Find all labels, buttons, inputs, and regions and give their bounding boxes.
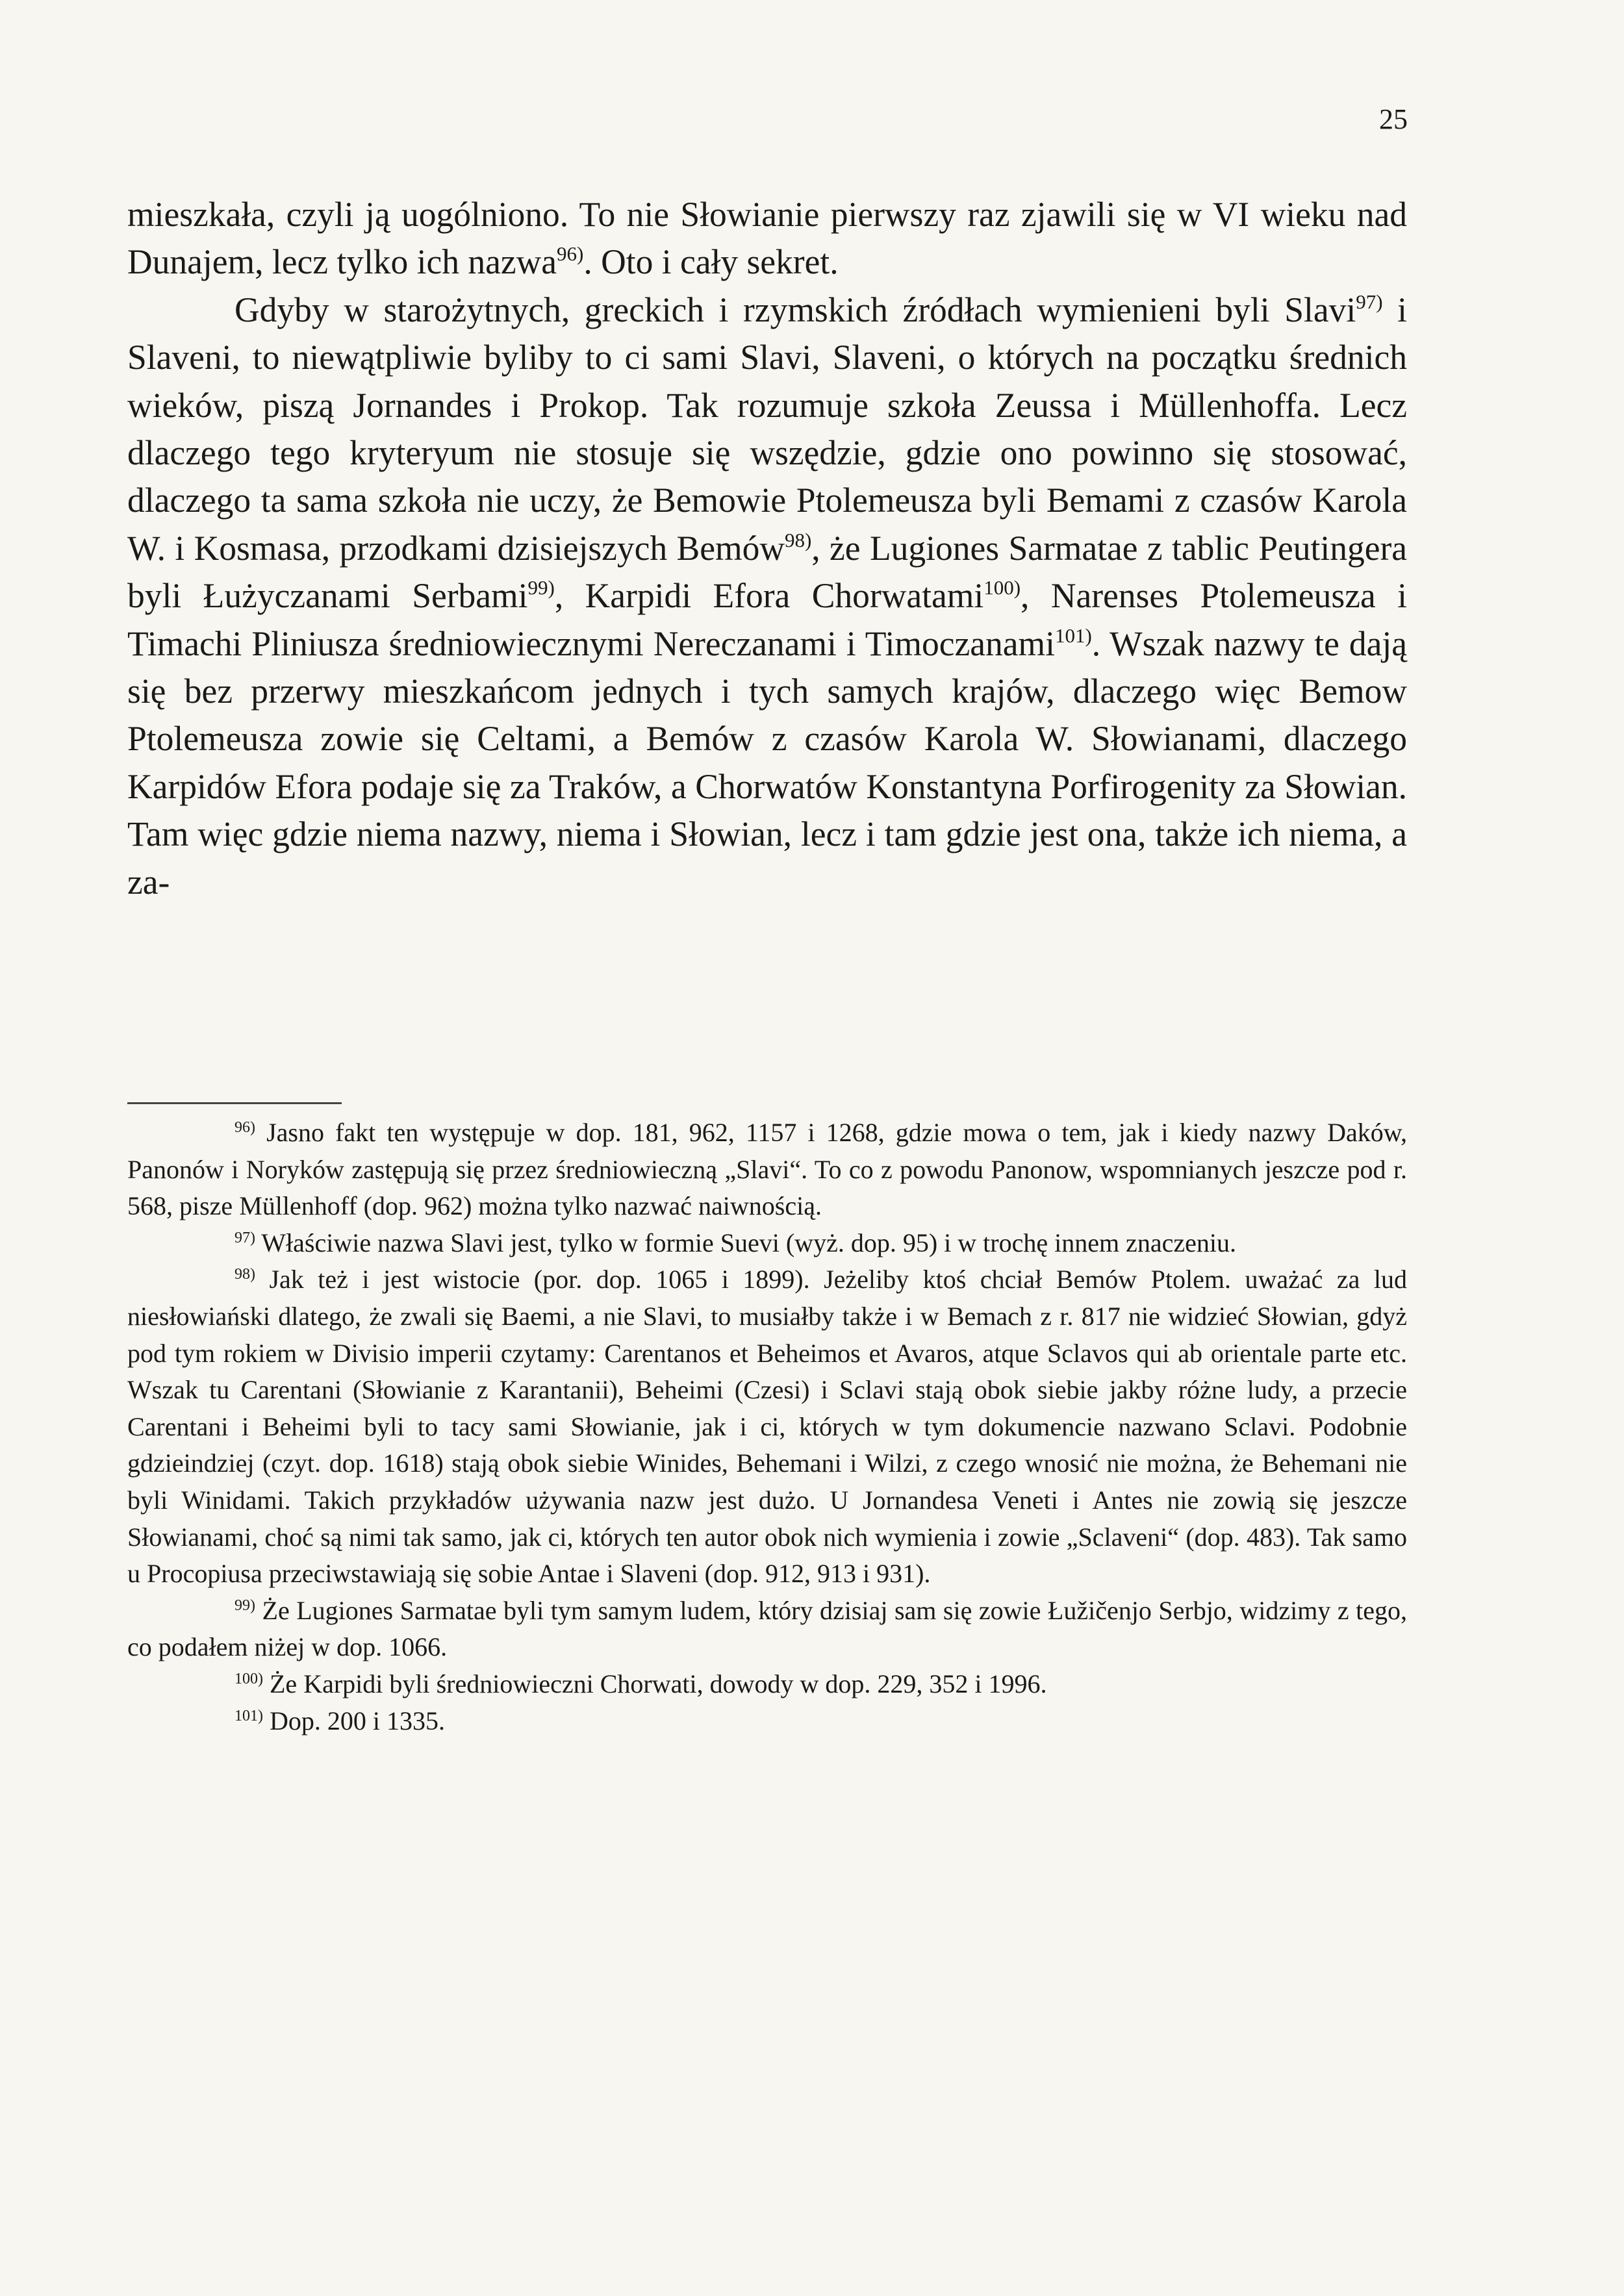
paragraph [127, 191, 1407, 286]
page-number: 25 [1379, 103, 1408, 135]
text-run: Właściwie nazwa Slavi jest, tylko w formie Suevi (wyż. dop. 95) i w trochę innem znaczeniu. [255, 1228, 1236, 1257]
footnote [127, 1225, 1407, 1262]
text-run: Gdyby w starożytnych, greckich i rzymskich źródłach wymienieni byli Slavi [235, 290, 1356, 329]
text-run: . Wszak nazwy te dają się bez przerwy mieszkańcom jednych i tych samych krajów, dlaczego więc Bemow Ptolemeusza zowie się Celtami, a Bemów z czasów Karola W. Słowianami, dlaczego Karpidów Efora podaje się za Traków, a Chorwatów Konstantyna Porfirogenity za Słowian. Tam więc gdzie niema nazwy, niema i Słowian, lecz i tam gdzie jest ona, także ich niema, a za- [127, 624, 1408, 902]
text-run: Dop. 200 i 1335. [263, 1706, 445, 1735]
footnote [127, 1115, 1407, 1225]
footnote-marker: 98) [235, 1266, 255, 1283]
footnote [127, 1261, 1407, 1592]
footnotes [127, 1115, 1407, 1739]
text-run: , Karpidi Efora Chorwatami [554, 576, 984, 616]
footnote [127, 1703, 1407, 1740]
footnote-marker: 101) [1054, 624, 1092, 647]
footnote [127, 1593, 1407, 1666]
text-run: mieszkała, czyli ją uogólniono. To nie Słowianie pierwszy raz zjawili się w VI wieku nad Dunajem, lecz tylko ich nazwa [127, 195, 1407, 282]
footnote-marker: 99) [235, 1596, 255, 1614]
text-run: . Oto i cały sekret. [583, 242, 839, 282]
footnote-separator [127, 1102, 342, 1104]
footnote-marker: 99) [527, 576, 555, 599]
footnote-marker: 97) [235, 1229, 255, 1246]
paragraph [127, 286, 1407, 906]
footnote-marker: 97) [1356, 290, 1383, 313]
text-run: Że Karpidi byli średniowieczni Chorwati, dowody w dop. 229, 352 i 1996. [263, 1669, 1047, 1698]
footnote-marker: 98) [784, 528, 812, 551]
text-run: , że Lugiones Sarmatae z tablic Peutingera byli Łużyczanami Serbami [127, 528, 1408, 616]
footnote-marker: 96) [557, 242, 584, 266]
footnote-marker: 100) [235, 1670, 263, 1687]
body-text [127, 191, 1407, 906]
text-run: Że Lugiones Sarmatae byli tym samym ludem, który dzisiaj sam się zowie Łužičenjo Serbjo, widzimy z tego, co podałem niżej w dop. 1066. [127, 1595, 1407, 1662]
text-run: , Narenses Ptolemeusza i Timachi Pliniusza średniowiecznymi Nereczanami i Timoczanami [127, 576, 1408, 663]
text-run: Jasno fakt ten występuje w dop. 181, 962, 1157 i 1268, gdzie mowa o tem, jak i kiedy nazwy Daków, Panonów i Noryków zastępują się przez średniowieczną „Slavi“. To co z powodu Panonow, wspomnianych jeszcze pod r. 568, pisze Müllenhoff (dop. 962) można tylko nazwać naiwnością. [127, 1118, 1407, 1221]
footnote [127, 1666, 1407, 1703]
text-run: Jak też i jest wistocie (por. dop. 1065 i 1899). Jeżeliby ktoś chciał Bemów Ptolem. uważać za lud niesłowiański dlatego, że zwali się Baemi, a nie Slavi, to musiałby także i w Bemach z r. 817 nie widzieć Słowian, gdyż pod tym rokiem w Divisio imperii czytamy: Carentanos et Beheimos et Avaros, atque Sclavos qui ab orientale parte etc. Wszak tu Carentani (Słowianie z Karantanii), Beheimi (Czesi) i Sclavi stają obok siebie jakby różne ludy, a przecie Carentani i Beheimi byli to tacy sami Słowianie, jak i ci, których w tym dokumencie nazwano Sclavi. Podobnie gdzieindziej (czyt. dop. 1618) stają obok siebie Winides, Behemani i Wilzi, z czego wnosić nie można, że Behemani nie byli Winidami. Takich przykładów używania nazw jest dużo. U Jornandesa Veneti i Antes nie zowią się jeszcze Słowianami, choć są nimi tak samo, jak ci, których ten autor obok nich wymienia i zowie „Sclaveni“ (dop. 483). Tak samo u Procopiusa przeciwstawiają się sobie Antae i Slaveni (dop. 912, 913 i 931). [127, 1265, 1407, 1589]
footnote-marker: 96) [235, 1119, 255, 1136]
text-run: i Slaveni, to niewątpliwie byliby to ci sami Slavi, Slaveni, o których na początku średnich wieków, piszą Jornandes i Prokop. Tak rozumuje szkoła Zeussa i Müllenhoffa. Lecz dlaczego tego kryteryum nie stosuje się wszędzie, gdzie ono powinno się stosować, dlaczego ta sama szkoła nie uczy, że Bemowie Ptolemeusza byli Bemami z czasów Karola W. i Kosmasa, przodkami dzisiejszych Bemów [127, 290, 1407, 568]
footnote-marker: 100) [983, 576, 1021, 599]
footnote-marker: 101) [235, 1707, 263, 1724]
